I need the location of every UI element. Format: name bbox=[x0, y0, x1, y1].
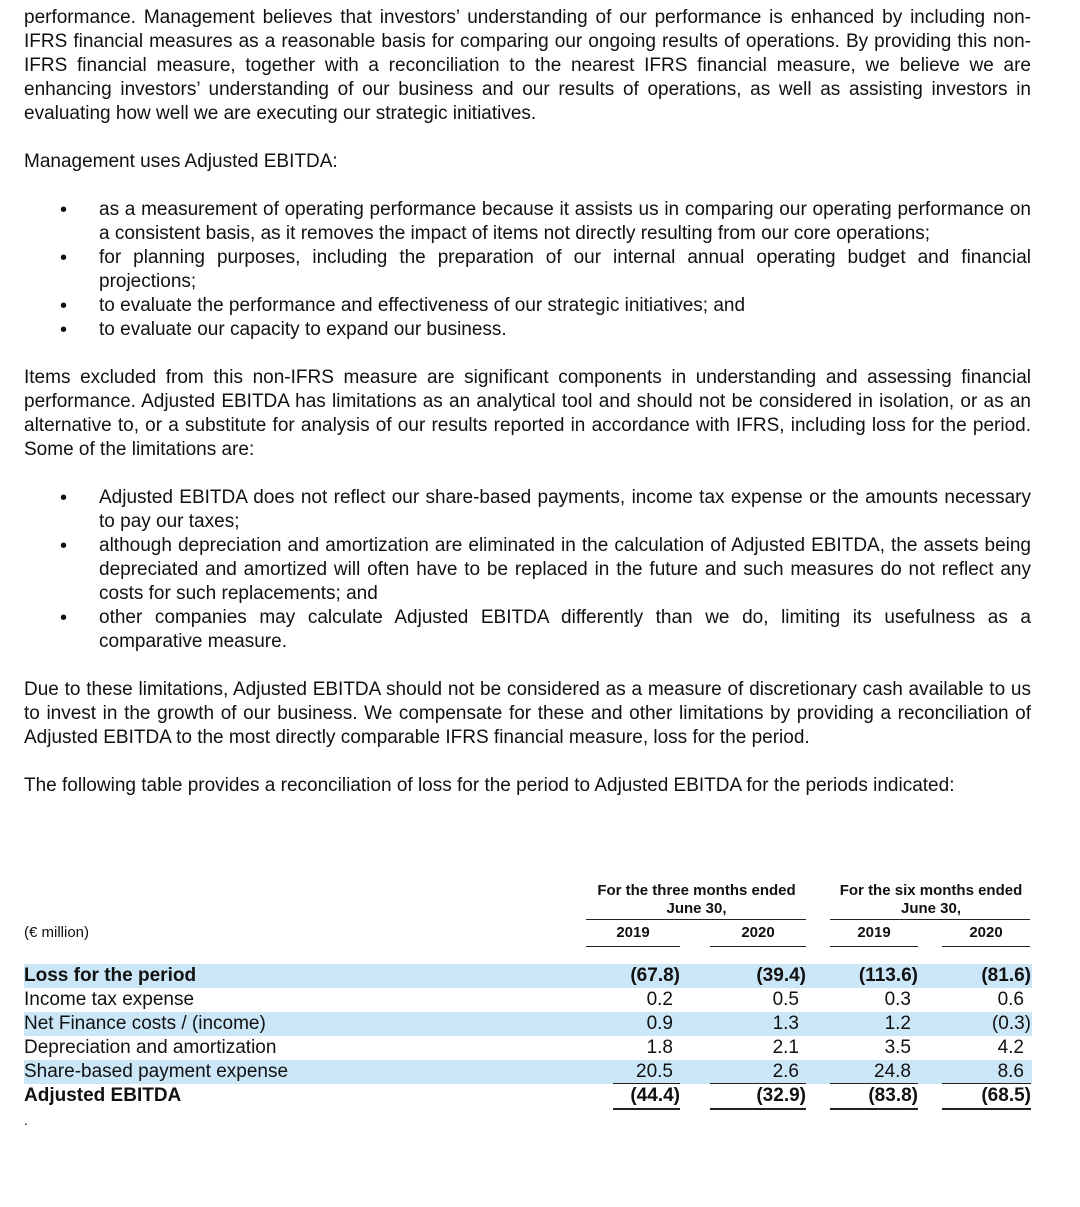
uses-heading: Management uses Adjusted EBITDA: bbox=[24, 151, 338, 172]
excluded-paragraph: Items excluded from this non-IFRS measure are significant components in understanding and assessing financial performance. Adjusted EBITDA has limitations as an analytical tool and should not be considered in isolation, or as an alternative to, or a substitute for analysis of our results reported in accordance with IFRS, including loss for the period. Some of the limitations are: bbox=[24, 367, 1031, 460]
table-cell: 2.1 bbox=[772, 1037, 799, 1058]
table-row bbox=[24, 1036, 1032, 1060]
list-item: • for planning purposes, including the preparation of our internal annual operating budget and financial projections; bbox=[24, 246, 1031, 294]
list-item: • other companies may calculate Adjusted EBITDA differently than we do, limiting its usefulness as a comparative measure. bbox=[24, 606, 1031, 654]
row-label: Depreciation and amortization bbox=[24, 1037, 277, 1058]
unit-label: (€ million) bbox=[24, 924, 90, 941]
table-cell: 1.2 bbox=[884, 1013, 911, 1034]
table-cell: 0.5 bbox=[772, 989, 799, 1010]
column-year-header: 2020 bbox=[942, 921, 1030, 947]
list-item: • to evaluate our capacity to expand our business. bbox=[24, 318, 1031, 342]
table-cell: 20.5 bbox=[636, 1061, 673, 1082]
column-group-rule bbox=[586, 919, 806, 920]
table-cell: 8.6 bbox=[997, 1061, 1024, 1082]
column-group-header-six-months: For the six months ended June 30, bbox=[839, 882, 1023, 917]
table-row bbox=[24, 964, 1032, 988]
table-cell: 0.3 bbox=[884, 989, 911, 1010]
table-cell: 24.8 bbox=[874, 1061, 911, 1082]
document-body bbox=[24, 6, 1031, 798]
table-cell: (83.8) bbox=[830, 1083, 918, 1110]
table-cell: 4.2 bbox=[997, 1037, 1024, 1058]
list-item: • although depreciation and amortization are eliminated in the calculation of Adjusted EBITDA, the assets being depreciated and amortized will often have to be replaced in the future and such measures do not reflect any costs for such replacements; and bbox=[24, 534, 1031, 606]
column-group-header-three-months: For the three months ended June 30, bbox=[597, 882, 796, 917]
column-group-rule bbox=[830, 919, 1030, 920]
row-label: Loss for the period bbox=[24, 965, 197, 986]
limitations-conclusion-paragraph: Due to these limitations, Adjusted EBITDA should not be considered as a measure of discretionary cash available to us to invest in the growth of our business. We compensate for these and other limitations by providing a reconciliation of Adjusted EBITDA to the most directly comparable IFRS financial measure, loss for the period. bbox=[24, 679, 1031, 748]
table-row bbox=[24, 1060, 1032, 1084]
table-cell: 1.3 bbox=[772, 1013, 799, 1034]
table-cell: 2.6 bbox=[772, 1061, 799, 1082]
table-cell: (81.6) bbox=[981, 965, 1031, 986]
list-item: • as a measurement of operating performance because it assists us in comparing our operating performance on a consistent basis, as it removes the impact of items not directly resulting from our core operations; bbox=[24, 198, 1031, 246]
table-cell: (68.5) bbox=[942, 1083, 1031, 1110]
row-label: Share-based payment expense bbox=[24, 1061, 289, 1082]
column-year-header: 2019 bbox=[830, 921, 918, 947]
column-year-header: 2019 bbox=[586, 921, 680, 947]
list-item: • to evaluate the performance and effectiveness of our strategic initiatives; and bbox=[24, 294, 1031, 318]
intro-paragraph: performance. Management believes that investors’ understanding of our performance is enhanced by including non-IFRS financial measures as a reasonable basis for comparing our ongoing results of operations. By providing this non-IFRS financial measure, together with a reconciliation to the nearest IFRS financial measure, we believe we are enhancing investors’ understanding of our business and our results of operations, as well as assisting investors in evaluating how well we are executing our strategic initiatives. bbox=[24, 7, 1031, 124]
table-cell: (44.4) bbox=[613, 1083, 680, 1110]
table-cell: (67.8) bbox=[630, 965, 680, 986]
table-cell: 3.5 bbox=[884, 1037, 911, 1058]
table-cell: (32.9) bbox=[710, 1083, 806, 1110]
table-cell: 0.6 bbox=[997, 989, 1024, 1010]
uses-list bbox=[24, 198, 1031, 342]
table-row bbox=[24, 1012, 1032, 1036]
table-cell: (113.6) bbox=[858, 965, 918, 986]
table-row-total bbox=[24, 1084, 1032, 1108]
row-label: Adjusted EBITDA bbox=[24, 1085, 182, 1106]
table-cell: 0.9 bbox=[646, 1013, 673, 1034]
list-item: • Adjusted EBITDA does not reflect our share-based payments, income tax expense or the amounts necessary to pay our taxes; bbox=[24, 486, 1031, 534]
table-cell: 0.2 bbox=[646, 989, 673, 1010]
row-label: Income tax expense bbox=[24, 989, 195, 1010]
table-cell: 1.8 bbox=[646, 1037, 673, 1058]
table-intro-paragraph: The following table provides a reconciliation of loss for the period to Adjusted EBITDA for the periods indicated: bbox=[24, 775, 955, 796]
limitations-list bbox=[24, 486, 1031, 654]
reconciliation-table bbox=[24, 876, 1034, 1126]
row-label: Net Finance costs / (income) bbox=[24, 1013, 266, 1034]
table-cell: (0.3) bbox=[991, 1013, 1031, 1034]
table-row bbox=[24, 988, 1032, 1012]
column-year-header: 2020 bbox=[710, 921, 806, 947]
trailing-mark: . bbox=[24, 1112, 28, 1128]
table-cell: (39.4) bbox=[756, 965, 806, 986]
